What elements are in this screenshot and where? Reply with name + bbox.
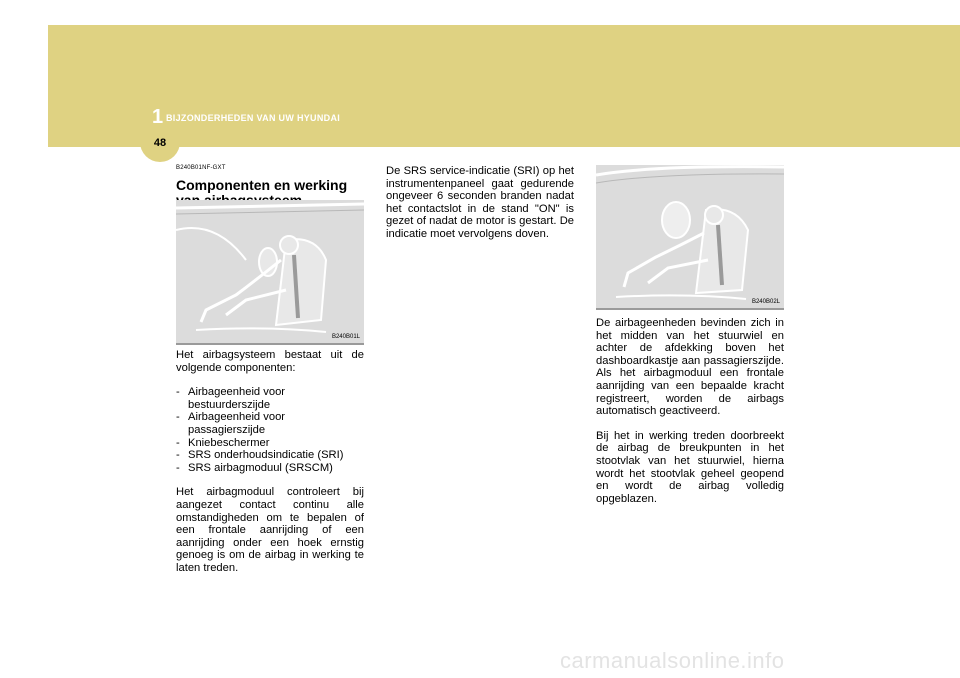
airbag-deployment-paragraph: Bij het in werking treden doorbreekt de airbag de breukpunten in het stootvlak van het stuurwiel, hierna wordt het stootvlak geheel geopend en wordt de airbag volledig opgeblazen.: [596, 429, 784, 505]
header-band: [48, 25, 960, 147]
chapter-number: 1: [152, 106, 164, 128]
middle-column: [386, 165, 574, 241]
left-column-body: [176, 349, 364, 575]
section-code: B240B01NF-GXT: [176, 165, 226, 171]
list-item: - SRS onderhoudsindicatie (SRI): [176, 449, 364, 462]
section-heading: Componenten en werking: [176, 176, 348, 193]
figure-code: B240B01L: [331, 334, 360, 340]
airbag-location-paragraph: De airbageenheden bevinden zich in het midden van het stuurwiel en achter de afdekking boven het dashboardkastje aan passagierszijde. Als het airbagmoduul een frontale aanrijding van een bepaalde kracht registreert, worden de airbags automatisch geactiveerd.: [596, 317, 784, 418]
watermark: carmanualsonline.info: [560, 648, 785, 673]
figure-driver-airbag: [176, 200, 364, 345]
module-paragraph: Het airbagmoduul controleert bij aangezet contact continu alle omstandigheden om te bepalen of een frontale aanrijding of een aanrijding onder een hoek ernstig genoeg is om de airbag in werking te laten treden.: [176, 486, 364, 574]
page-number: 48: [153, 137, 167, 149]
figure-passenger-airbag: [596, 165, 784, 310]
airbag-deployed-illustration-icon: [596, 165, 784, 308]
figure-code: B240B02L: [751, 299, 780, 305]
components-intro: Het airbagsysteem bestaat uit de volgende componenten:: [176, 349, 364, 374]
list-item: - Airbageenheid voor passagierszijde: [176, 411, 364, 436]
list-item: - Airbageenheid voor bestuurderszijde: [176, 386, 364, 411]
sri-paragraph: De SRS service-indicatie (SRI) op het instrumentenpaneel gaat gedurende ongeveer 6 seconden branden nadat het contactslot in de stand "ON" is gezet of nadat de motor is gestart. De indicatie moet vervolgens doven.: [386, 165, 574, 240]
component-list: [176, 386, 364, 474]
airbag-illustration-icon: [176, 200, 364, 343]
list-item: - Kniebeschermer: [176, 437, 364, 450]
right-column-body: [596, 317, 784, 505]
list-item: - SRS airbagmoduul (SRSCM): [176, 462, 364, 475]
chapter-title: BIJZONDERHEDEN VAN UW HYUNDAI: [166, 113, 341, 123]
